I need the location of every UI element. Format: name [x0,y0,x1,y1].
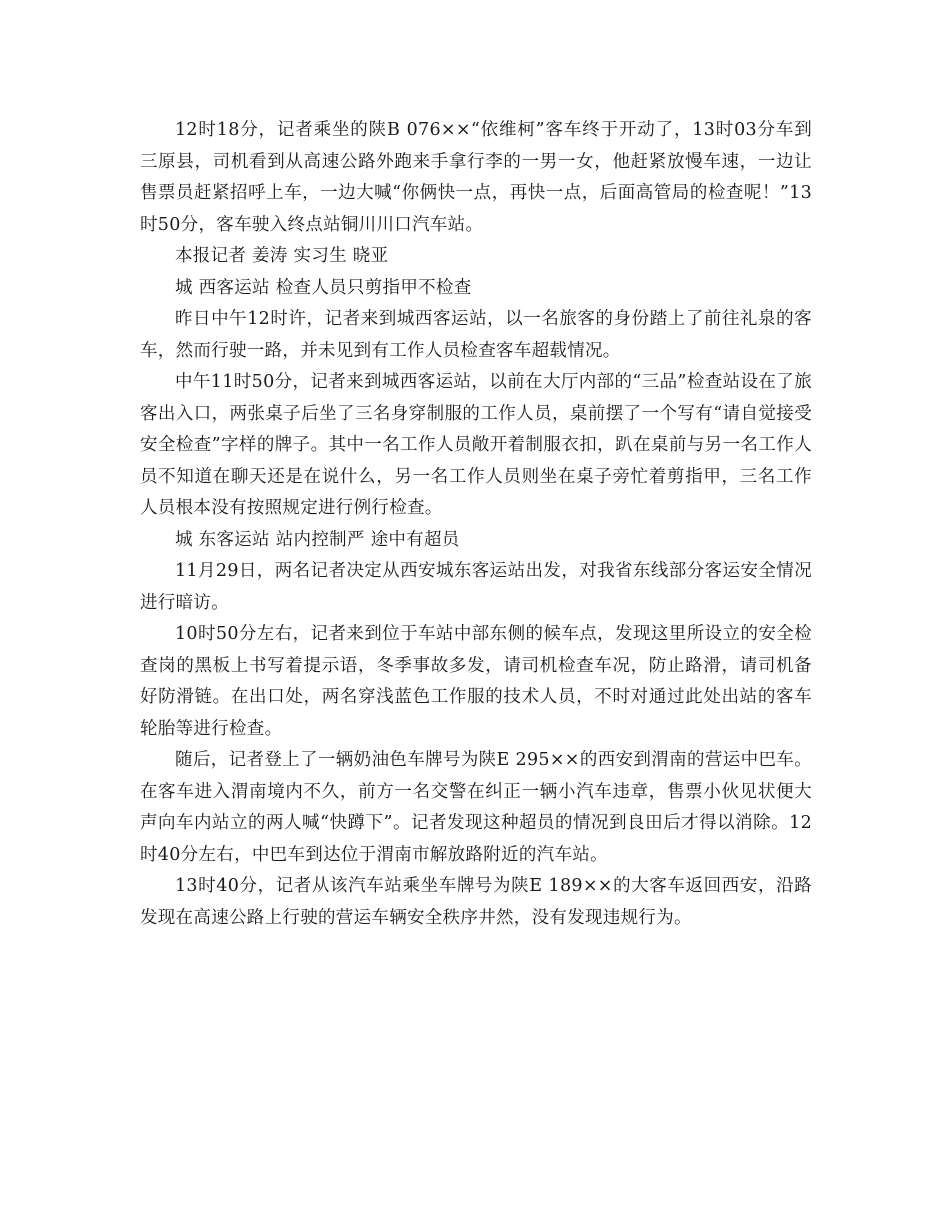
paragraph-bus-departure: 12时18分，记者乘坐的陕B 076××“依维柯”客车终于开动了，13时03分车到三原县，司机看到从高速公路外跑来手拿行李的一男一女，他赶紧放慢车速，一边让售票员赶紧招呼上车，一边大喊“你俩快一点，再快一点，后面高管局的检查呢！”13时50分，客车驶入终点站铜川川口汽车站。 [140,120,812,235]
paragraph-west-station-intro: 昨日中午12时许，记者来到城西客运站，以一名旅客的身份踏上了前往礼泉的客车，然而行驶一路，并未见到有工作人员检查客车超载情况。 [140,309,812,361]
paragraph-minibus-overload: 随后，记者登上了一辆奶油色车牌号为陕E 295××的西安到渭南的营运中巴车。在客车进入渭南境内不久，前方一名交警在纠正一辆小汽车违章，售票小伙见状便大声向车内站立的两人喊“快蹲下”。记者发现这种超员的情况到良田后才得以消除。12时40分左右，中巴车到达位于渭南市解放路附近的汽车站。 [140,750,812,865]
byline: 本报记者 姜涛 实习生 晓亚 [175,246,389,266]
paragraph-west-station-detail: 中午11时50分，记者来到城西客运站，以前在大厅内部的“三品”检查站设在了旅客出入口，两张桌子后坐了三名身穿制服的工作人员，桌前摆了一个写有“请自觉接受安全检查”字样的牌子。其中一名工作人员敞开着制服衣扣，趴在桌前与另一名工作人员不知道在聊天还是在说什么，另一名工作人员则坐在桌子旁忙着剪指甲，三名工作人员根本没有按照规定进行例行检查。 [140,372,812,518]
article-body [140,115,812,934]
paragraph-return-trip: 13时40分，记者从该汽车站乘坐车牌号为陕E 189××的大客车返回西安，沿路发现在高速公路上行驶的营运车辆安全秩序井然，没有发现违规行为。 [140,876,812,928]
section-heading-east-station: 城 东客运站 站内控制严 途中有超员 [175,529,460,550]
paragraph-east-station-intro: 11月29日，两名记者决定从西安城东客运站出发，对我省东线部分客运安全情况进行暗访。 [140,561,812,613]
paragraph-east-station-checkpoint: 10时50分左右，记者来到位于车站中部东侧的候车点，发现这里所设立的安全检查岗的黑板上书写着提示语，冬季事故多发，请司机检查车况，防止路滑，请司机备好防滑链。在出口处，两名穿浅蓝色工作服的技术人员，不时对通过此处出站的客车轮胎等进行检查。 [140,624,812,739]
section-heading-west-station: 城 西客运站 检查人员只剪指甲不检查 [175,277,472,298]
